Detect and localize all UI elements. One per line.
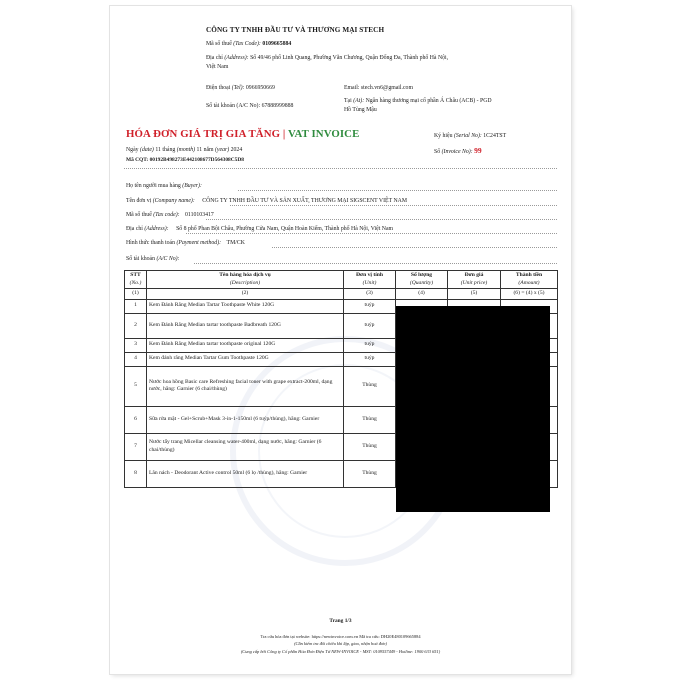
invoice-number: 99	[474, 146, 482, 155]
buyer-company-row	[126, 197, 407, 205]
page-number: Trang 1/3	[329, 618, 352, 624]
row-no: 3	[125, 338, 147, 352]
seller-bank-line1: Ngân hàng thương mại cổ phần Á Châu (ACB) - PGD	[365, 98, 492, 104]
seller-bank-row	[344, 97, 492, 105]
seller-address-label: Địa chỉ	[206, 55, 223, 61]
header-quantity	[396, 271, 448, 289]
buyer-tax-code: 0110103417	[185, 212, 214, 218]
seller-tax-label: Mã số thuế	[206, 41, 232, 47]
header-description	[147, 271, 344, 289]
seller-tax-row	[206, 40, 291, 48]
index-cell: (5)	[448, 289, 501, 300]
serial-row	[434, 132, 506, 140]
invoice-number-label: Số	[434, 149, 441, 155]
header-unit-price-en: (Unit price)	[460, 279, 488, 286]
buyer-payment-line	[272, 247, 557, 248]
invoice-title-en: VAT INVOICE	[287, 128, 360, 140]
seller-phone-label-en: (Tel):	[231, 85, 245, 91]
row-unit: tuýp	[344, 352, 396, 366]
seller-address-label-en: (Address):	[224, 55, 249, 61]
buyer-payment-label-en: (Payment method):	[176, 240, 222, 246]
invoice-title-vn: HÓA ĐƠN GIÁ TRỊ GIA TĂNG	[126, 128, 281, 140]
index-cell: (1)	[125, 289, 147, 300]
seller-address-line1: Số 49/46 phố Linh Quang, Phường Văn Chương, Quận Đống Đa, Thành phố Hà Nội,	[250, 55, 449, 61]
provider-info: (Cung cấp bởi Công ty Cổ phần Hóa Đơn Điện Tử NEW-INVOICE - MST: 0109557449 - Hotline: 1900 633 651)	[240, 649, 441, 654]
row-unit: tuýp	[344, 299, 396, 313]
buyer-tax-label: Mã số thuế	[126, 212, 152, 218]
header-no-vn: STT	[130, 272, 141, 278]
invoice-date	[126, 146, 242, 154]
row-unit: Thùng	[344, 406, 396, 433]
buyer-account-line	[194, 263, 557, 264]
index-cell: (6) = (4) x (5)	[501, 289, 558, 300]
header-no-en: (No.)	[129, 279, 142, 286]
header-unit-price	[448, 271, 501, 289]
date-day: 11	[155, 147, 161, 153]
date-label: Ngày	[126, 147, 139, 153]
year-label: năm	[203, 147, 214, 153]
buyer-payment: TM/CK	[226, 240, 245, 246]
date-month: 11	[196, 147, 203, 153]
row-description: Kem Đánh Răng Median tartar toothpaste original 120G	[147, 338, 344, 352]
seller-address-line2: Việt Nam	[206, 64, 229, 70]
year-label-en: (year)	[215, 147, 230, 153]
header-amount-vn: Thành tiền	[515, 272, 543, 278]
row-description: Kem Đánh Răng Median Tartar Toothpaste White 120G	[147, 299, 344, 313]
invoice-title	[126, 128, 359, 140]
buyer-tax-label-en: (Tax code):	[153, 212, 180, 218]
row-no: 1	[125, 299, 147, 313]
row-unit: tuýp	[344, 313, 396, 338]
seller-phone-label: Điện thoại	[206, 85, 231, 91]
header-amount	[501, 271, 558, 289]
buyer-account-label: Số tài khoản	[126, 256, 155, 262]
row-unit: Thùng	[344, 366, 396, 406]
buyer-company-label: Tên đơn vị	[126, 198, 152, 204]
buyer-company-label-en: (Company name):	[152, 198, 195, 204]
seller-account: 67888999888	[261, 103, 294, 109]
buyer-address-label: Địa chỉ	[126, 226, 143, 232]
row-no: 7	[125, 433, 147, 460]
buyer-address-row	[126, 225, 393, 233]
seller-name: CÔNG TY TNHH ĐẦU TƯ VÀ THƯƠNG MẠI STECH	[206, 26, 385, 34]
seller-tax-label-en: (Tax Code):	[233, 41, 261, 47]
header-unit-vn: Đơn vị tính	[355, 272, 384, 278]
date-year: 2024	[230, 147, 243, 153]
buyer-name-line	[238, 190, 557, 191]
header-description-en: (Description)	[229, 279, 261, 286]
row-description: Nước tẩy trang Micellar cleansing water-400ml, dạng nước, hãng: Garnier (6 chai/thùng)	[147, 433, 344, 460]
seller-tax-code: 0109665884	[262, 41, 292, 47]
header-quantity-vn: Số lượng	[410, 272, 433, 278]
table-index-row	[125, 289, 558, 300]
seller-account-label: Số tài khoản (A/C No):	[206, 103, 261, 109]
separator-line	[124, 168, 557, 169]
index-cell: (3)	[344, 289, 396, 300]
seller-email-label: Email:	[344, 85, 360, 91]
month-label: tháng	[162, 147, 176, 153]
buyer-address-label-en: (Address):	[144, 226, 169, 232]
seller-address-row	[206, 54, 448, 62]
header-description-vn: Tên hàng hóa dịch vụ	[219, 272, 271, 278]
seller-bank-label-en: (At):	[353, 98, 365, 104]
header-amount-en: (Amount)	[518, 279, 540, 286]
header-unit-price-vn: Đơn giá	[464, 272, 484, 278]
buyer-address: Số 8 phố Phan Bội Châu, Phường Cửa Nam, Quận Hoàn Kiếm, Thành phố Hà Nội, Việt Nam	[176, 226, 394, 232]
buyer-name-label: Họ tên người mua hàng	[126, 183, 181, 189]
buyer-payment-row	[126, 239, 245, 247]
row-no: 8	[125, 460, 147, 487]
serial-label: Ký hiệu	[434, 133, 453, 139]
buyer-company-line	[230, 205, 557, 206]
row-unit: Thùng	[344, 460, 396, 487]
header-quantity-en: (Quantity)	[409, 279, 434, 286]
seller-bank-label: Tại	[344, 98, 352, 104]
invoice-number-label-en: (Invoice No):	[441, 149, 473, 155]
cqt-label: Mã CQT:	[126, 157, 149, 163]
lookup-info: Tra cứu hóa đơn tại website: https://newinvoice.com.vn Mã tra cứu: DH20E480109665884	[260, 634, 421, 639]
row-description: Nước hoa hồng Basic care Refreshing facial toner with grape extract-200ml, dạng nước, hãng: Garnier (6 chai/thùng)	[147, 366, 344, 406]
index-cell: (2)	[147, 289, 344, 300]
invoice-number-row	[434, 147, 482, 156]
cqt-code: 00192B498273E442108677D564308C5D8	[149, 157, 244, 163]
header-no	[125, 271, 147, 289]
row-no: 6	[125, 406, 147, 433]
serial-value: 1C24TST	[483, 133, 507, 139]
seller-phone-row	[206, 84, 275, 92]
seller-email: stech.vn6@gmail.com	[360, 85, 413, 91]
buyer-payment-label: Hình thức thanh toán	[126, 240, 176, 246]
buyer-name-row	[126, 182, 202, 190]
index-cell: (4)	[396, 289, 448, 300]
seller-account-row	[206, 102, 293, 110]
serial-label-en: (Serial No):	[453, 133, 482, 139]
date-label-en: (date)	[140, 147, 154, 153]
row-description: Lăn nách - Deodorant Active control 50ml (6 lọ /thùng), hãng: Garnier	[147, 460, 344, 487]
header-unit	[344, 271, 396, 289]
redaction-block	[396, 306, 550, 512]
buyer-account-row	[126, 255, 179, 263]
buyer-tax-line	[206, 219, 557, 220]
invoice-page	[110, 6, 571, 674]
month-label-en: (month)	[176, 147, 196, 153]
row-no: 2	[125, 313, 147, 338]
buyer-address-line	[186, 233, 557, 234]
row-unit: tuýp	[344, 338, 396, 352]
row-description: Sữa rửa mặt - Gel+Scrub+Mask 3-in-1-150ml (6 tuýp/thùng), hãng: Garnier	[147, 406, 344, 433]
table-header-row	[125, 271, 558, 289]
buyer-company: CÔNG TY TNHH ĐẦU TƯ VÀ SẢN XUẤT, THƯƠNG MẠI SIGSCENT VIỆT NAM	[202, 198, 407, 204]
row-no: 5	[125, 366, 147, 406]
header-unit-en: (Unit)	[362, 279, 377, 286]
seller-phone: 0966950669	[245, 85, 275, 91]
row-unit: Thùng	[344, 433, 396, 460]
cqt-code-row	[126, 157, 244, 164]
row-description: Kem Đánh Răng Median tartar toothpaste Badbreath 120G	[147, 313, 344, 338]
seller-email-row	[344, 84, 413, 92]
buyer-account-label-en: (A/C No):	[156, 256, 180, 262]
row-no: 4	[125, 352, 147, 366]
buyer-tax-row	[126, 211, 214, 219]
row-description: Kem đánh răng Median Tartar Gum Toothpaste 120G	[147, 352, 344, 366]
lookup-note: (Cần kiểm tra đối chiếu khi lập, giao, nhận hoá đơn)	[294, 641, 387, 646]
seller-bank-line2: Hồ Tùng Mậu	[344, 107, 377, 113]
invoice-title-separator: |	[280, 128, 288, 140]
buyer-name-label-en: (Buyer):	[182, 183, 202, 189]
